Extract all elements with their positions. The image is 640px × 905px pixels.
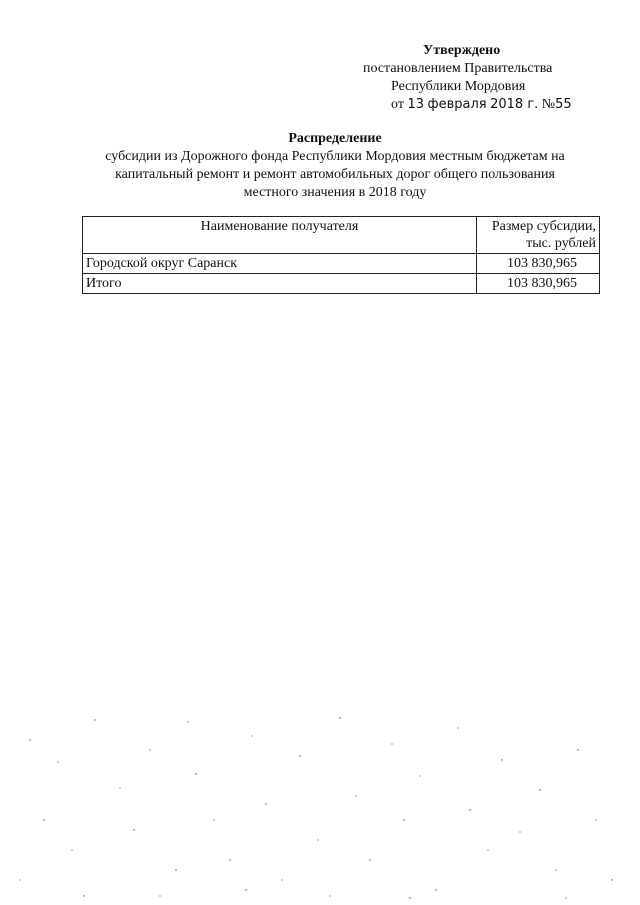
amount-header-line-1: Размер субсидии, — [491, 219, 596, 234]
recipient-column-header: Наименование получателя — [83, 217, 477, 254]
approval-title: Утверждено — [423, 43, 501, 58]
subsidy-amount: 103 830,965 — [477, 254, 600, 274]
total-label: Итого — [83, 274, 477, 294]
approval-line-republic: Республики Мордовия — [391, 79, 526, 94]
approval-line-resolution: постановлением Правительства — [363, 61, 553, 76]
amount-header-line-2: тыс. рублей — [526, 236, 596, 251]
document-heading — [60, 130, 610, 202]
heading-line-1: субсидии из Дорожного фонда Республики Мордовия местным бюджетам на — [105, 149, 565, 164]
approval-block — [345, 42, 595, 114]
table-total-row — [83, 274, 600, 294]
recipient-name: Городской округ Саранск — [83, 254, 477, 274]
document-title: Распределение — [288, 131, 382, 146]
date-prefix: от — [391, 97, 404, 112]
table-header-row — [83, 217, 600, 254]
date-month: февраля — [427, 97, 487, 112]
subsidy-table — [82, 216, 600, 294]
date-day: 13 — [407, 97, 424, 112]
number-prefix: № — [541, 97, 556, 112]
heading-line-2: капитальный ремонт и ремонт автомобильных дорог общего пользования — [115, 167, 555, 182]
total-amount: 103 830,965 — [477, 274, 600, 294]
resolution-number: 55 — [555, 97, 572, 112]
scan-noise — [0, 700, 640, 905]
date-year: 2018 г. — [490, 97, 539, 112]
table-row — [83, 254, 600, 274]
heading-line-3: местного значения в 2018 году — [243, 185, 427, 200]
amount-column-header — [477, 217, 600, 254]
approval-date-line — [345, 96, 595, 114]
